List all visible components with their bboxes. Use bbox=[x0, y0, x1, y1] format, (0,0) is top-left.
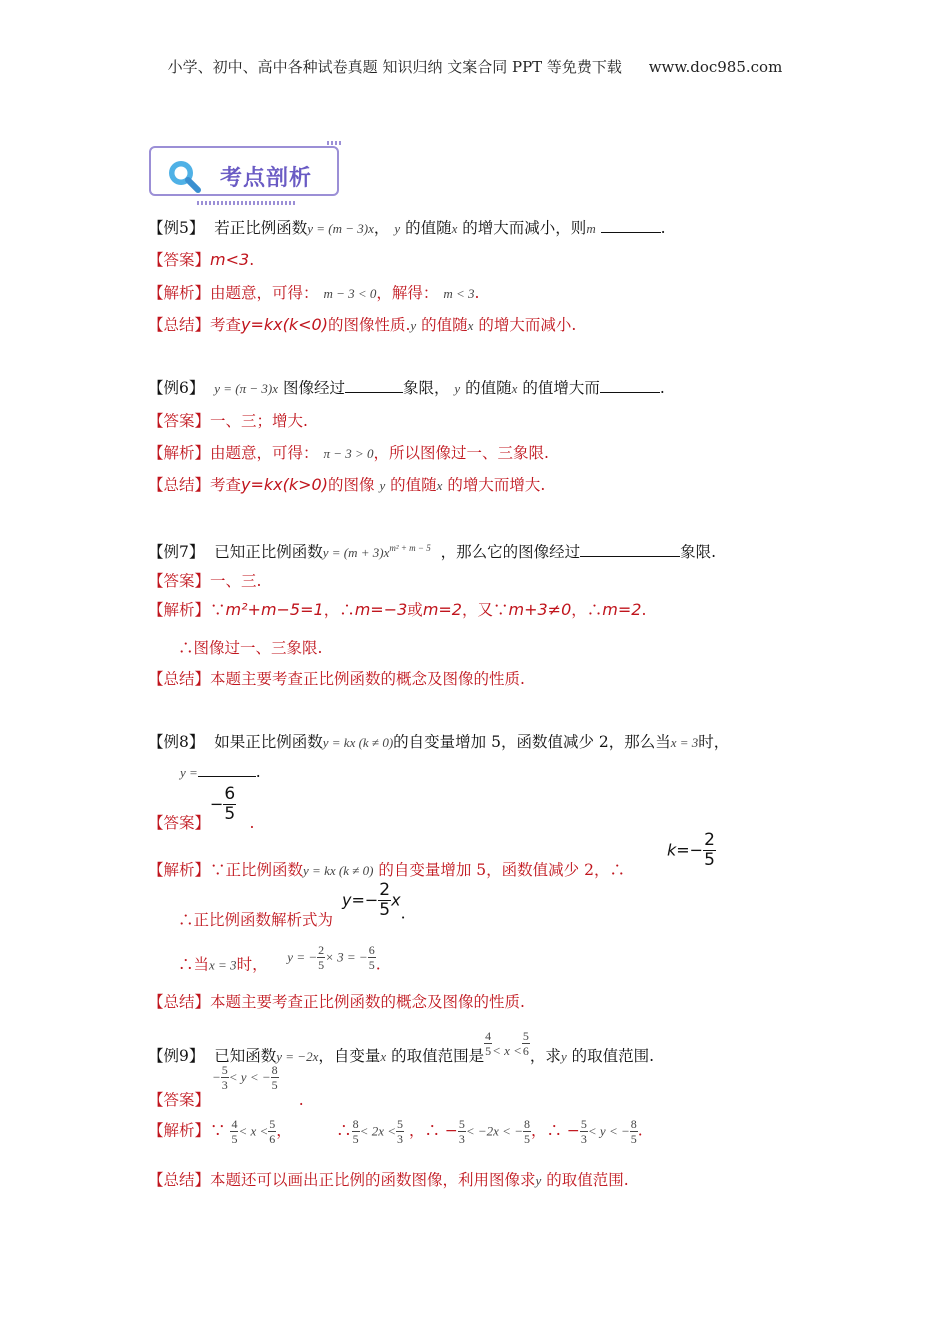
ex6-analysis: 【解析】由题意，可得： π − 3 > 0，所以图像过一、三象限. bbox=[148, 444, 549, 462]
ex6-summary: 【总结】考查y=kx(k>0)的图像 y 的值随x 的增大而增大. bbox=[148, 475, 546, 494]
search-icon bbox=[165, 157, 203, 195]
ex9-summary: 【总结】本题还可以画出正比例的函数图像，利用图像求y 的取值范围. bbox=[148, 1171, 629, 1189]
section-badge bbox=[147, 143, 345, 207]
ex5-summary: 【总结】考查y=kx(k<0)的图像性质.y 的值随x 的增大而减小. bbox=[148, 315, 577, 334]
ex8-analysis: 【解析】∵正比例函数y = kx (k ≠ 0) 的自变量增加 5，函数值减少 2，∴ bbox=[148, 861, 625, 879]
ex8-question-2: y = . bbox=[180, 763, 261, 781]
ex5-analysis: 【解析】由题意，可得： m − 3 < 0，解得： m < 3. bbox=[148, 284, 480, 302]
ex9-answer: 【答案】 . bbox=[148, 1091, 304, 1109]
ex7-answer: 【答案】一、三. bbox=[148, 572, 262, 590]
ex9-analysis: 【解析】∵ $\frac{4}{5}$ < x < $\frac{5}{6}$ ， ∴ $\frac{8}{5}$ < 2x < $\frac{5}{3}$ ，∴ − $\frac{5}{3}$ < −2x < − $\frac{8}{5}$ ，∴ − $\frac{5}{3}$ < y < − $\frac{8}{5}$ . bbox=[148, 1117, 643, 1146]
badge-bottom-dash bbox=[197, 201, 297, 205]
ex8-analysis-3: ∴当$_{x = 3}$时， y = − $\frac{2}{5}$ × 3 = − $\frac{6}{5}$ . bbox=[178, 943, 381, 974]
ex8-answer-value: − $\frac{6}{5}$ bbox=[210, 784, 236, 824]
ex8-answer: 【答案】 . bbox=[148, 814, 255, 832]
ex7-analysis: 【解析】∵m²+m−5=1，∴m=−3或m=2，又∵m+3≠0，∴m=2. bbox=[148, 600, 647, 619]
ex8-analysis-2: ∴正比例函数解析式为 bbox=[178, 911, 334, 929]
ex9-question: 【例9】 已知函数y = −2x，自变量x 的取值范围是 $\frac{4}{5}$ $^{< x <}$ $\frac{5}{6}$ ，求y 的取值范围. bbox=[148, 1029, 655, 1065]
ex5-question: 【例5】 若正比例函数y = (m − 3)x， y 的值随x 的增大而减小，则m . bbox=[148, 219, 666, 237]
ex8-function: y=− $\frac{2}{5}$ x. bbox=[342, 880, 406, 923]
ex6-answer: 【答案】一、三；增大. bbox=[148, 412, 308, 430]
ex5-blank bbox=[601, 218, 661, 233]
ex8-k-value: k=− $\frac{2}{5}$ bbox=[667, 830, 715, 870]
badge-title: 考点剖析 bbox=[220, 166, 313, 191]
ex6-question: 【例6】 y = (π − 3)x 图像经过 象限， y 的值随x 的值增大而 . bbox=[148, 379, 665, 397]
header-site[interactable]: www.doc985.com bbox=[648, 58, 783, 76]
badge-top-dash bbox=[327, 141, 343, 145]
ex8-question: 【例8】 如果正比例函数y = kx (k ≠ 0)的自变量增加 5，函数值减少 2，那么当x = 3时， bbox=[148, 733, 730, 751]
ex5-answer: 【答案】m<3. bbox=[148, 250, 255, 269]
header-text: 小学、初中、高中各种试卷真题 知识归纳 文案合同 PPT 等免费下载 bbox=[167, 58, 622, 76]
ex8-summary: 【总结】本题主要考查正比例函数的概念及图像的性质. bbox=[148, 993, 525, 1011]
ex7-summary: 【总结】本题主要考查正比例函数的概念及图像的性质. bbox=[148, 670, 525, 688]
ex7-question: 【例7】 已知正比例函数$y = (m + 3)x^{m^2 + m - 5}$ ，那么它的图像经过 象限. bbox=[148, 543, 717, 562]
ex7-analysis-2: ∴图像过一、三象限. bbox=[178, 639, 323, 657]
page-header bbox=[0, 56, 950, 77]
ex9-answer-value: − $\frac{5}{3}$ < y < − $\frac{8}{5}$ bbox=[212, 1063, 278, 1092]
